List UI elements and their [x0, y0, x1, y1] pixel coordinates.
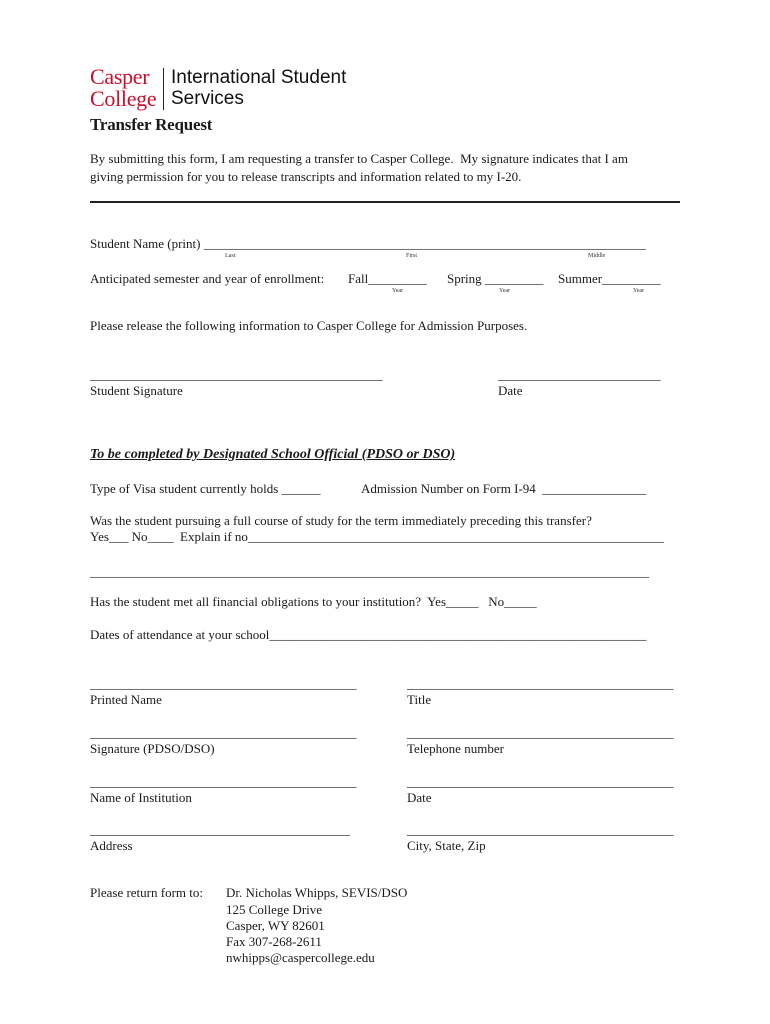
- spring-year-label: Year: [499, 288, 511, 294]
- institution-label: Name of Institution: [90, 790, 192, 805]
- printed-name-field[interactable]: _________________________________________: [90, 676, 357, 691]
- logo-college-line2: College: [90, 86, 157, 111]
- return-name: Dr. Nicholas Whipps, SEVIS/DSO: [226, 885, 408, 900]
- student-date-label: Date: [498, 383, 523, 398]
- logo-dept-line2: Services: [171, 88, 244, 109]
- attendance-dates-field[interactable]: Dates of attendance at your school__________________________________________________________: [90, 627, 647, 642]
- admission-number-field[interactable]: Admission Number on Form I-94 ________________: [361, 481, 647, 496]
- full-course-answer-field[interactable]: Yes___ No____ Explain if no________________________________________________________________: [90, 529, 664, 544]
- title-label: Title: [407, 692, 432, 707]
- address-label: Address: [90, 838, 133, 853]
- title-field[interactable]: _________________________________________: [407, 676, 674, 691]
- fall-year-label: Year: [392, 288, 404, 294]
- explain-continuation-field[interactable]: ______________________________________________________________________________________: [90, 564, 649, 579]
- dso-signature-label: Signature (PDSO/DSO): [90, 741, 215, 756]
- name-sub-first: First: [406, 253, 418, 259]
- dso-date-field[interactable]: _________________________________________: [407, 774, 674, 789]
- section-divider: [90, 201, 680, 203]
- return-fax: Fax 307-268-2611: [226, 934, 322, 949]
- institution-field[interactable]: _________________________________________: [90, 774, 357, 789]
- summer-year-field[interactable]: Summer_________: [558, 271, 661, 286]
- semester-label: Anticipated semester and year of enrollment:: [90, 271, 325, 286]
- summer-year-label: Year: [633, 288, 645, 294]
- name-sub-last: Last: [225, 253, 236, 259]
- telephone-label: Telephone number: [407, 741, 504, 756]
- city-state-zip-field[interactable]: _________________________________________: [407, 822, 674, 837]
- printed-name-label: Printed Name: [90, 692, 162, 707]
- logo-college-line1: Casper: [90, 64, 150, 89]
- dso-signature-field[interactable]: _________________________________________: [90, 725, 357, 740]
- logo-dept-line1: International Student: [171, 67, 347, 88]
- intro-line2: giving permission for you to release transcripts and information related to my I-20.: [90, 169, 522, 184]
- return-email[interactable]: nwhipps@caspercollege.edu: [226, 950, 375, 965]
- return-street: 125 College Drive: [226, 902, 323, 917]
- return-label: Please return form to:: [90, 885, 203, 900]
- financial-obligations-field[interactable]: Has the student met all financial obligations to your institution? Yes_____ No_____: [90, 594, 537, 609]
- dso-heading: To be completed by Designated School Official (PDSO or DSO): [90, 447, 456, 462]
- telephone-field[interactable]: _________________________________________: [407, 725, 674, 740]
- release-text: Please release the following information to Casper College for Admission Purposes.: [90, 318, 528, 333]
- fall-year-field[interactable]: Fall_________: [348, 271, 427, 286]
- student-signature-label: Student Signature: [90, 383, 183, 398]
- intro-line1: By submitting this form, I am requesting a transfer to Casper College. My signature indicates that I am: [90, 151, 628, 166]
- full-course-question: Was the student pursuing a full course of study for the term immediately preceding this transfer?: [90, 513, 592, 528]
- student-date-field[interactable]: _________________________: [498, 367, 661, 382]
- spring-year-field[interactable]: Spring _________: [447, 271, 544, 286]
- dso-date-label: Date: [407, 790, 432, 805]
- name-sub-middle: Middle: [588, 253, 606, 259]
- logo-divider: [163, 68, 164, 110]
- city-state-zip-label: City, State, Zip: [407, 838, 486, 853]
- address-field[interactable]: ________________________________________: [90, 822, 350, 837]
- student-signature-field[interactable]: _____________________________________________: [90, 367, 383, 382]
- return-city: Casper, WY 82601: [226, 918, 325, 933]
- visa-type-field[interactable]: Type of Visa student currently holds ______: [90, 481, 321, 496]
- student-name-field[interactable]: Student Name (print) ____________________________________________________________________: [90, 236, 646, 251]
- form-title: Transfer Request: [90, 115, 213, 134]
